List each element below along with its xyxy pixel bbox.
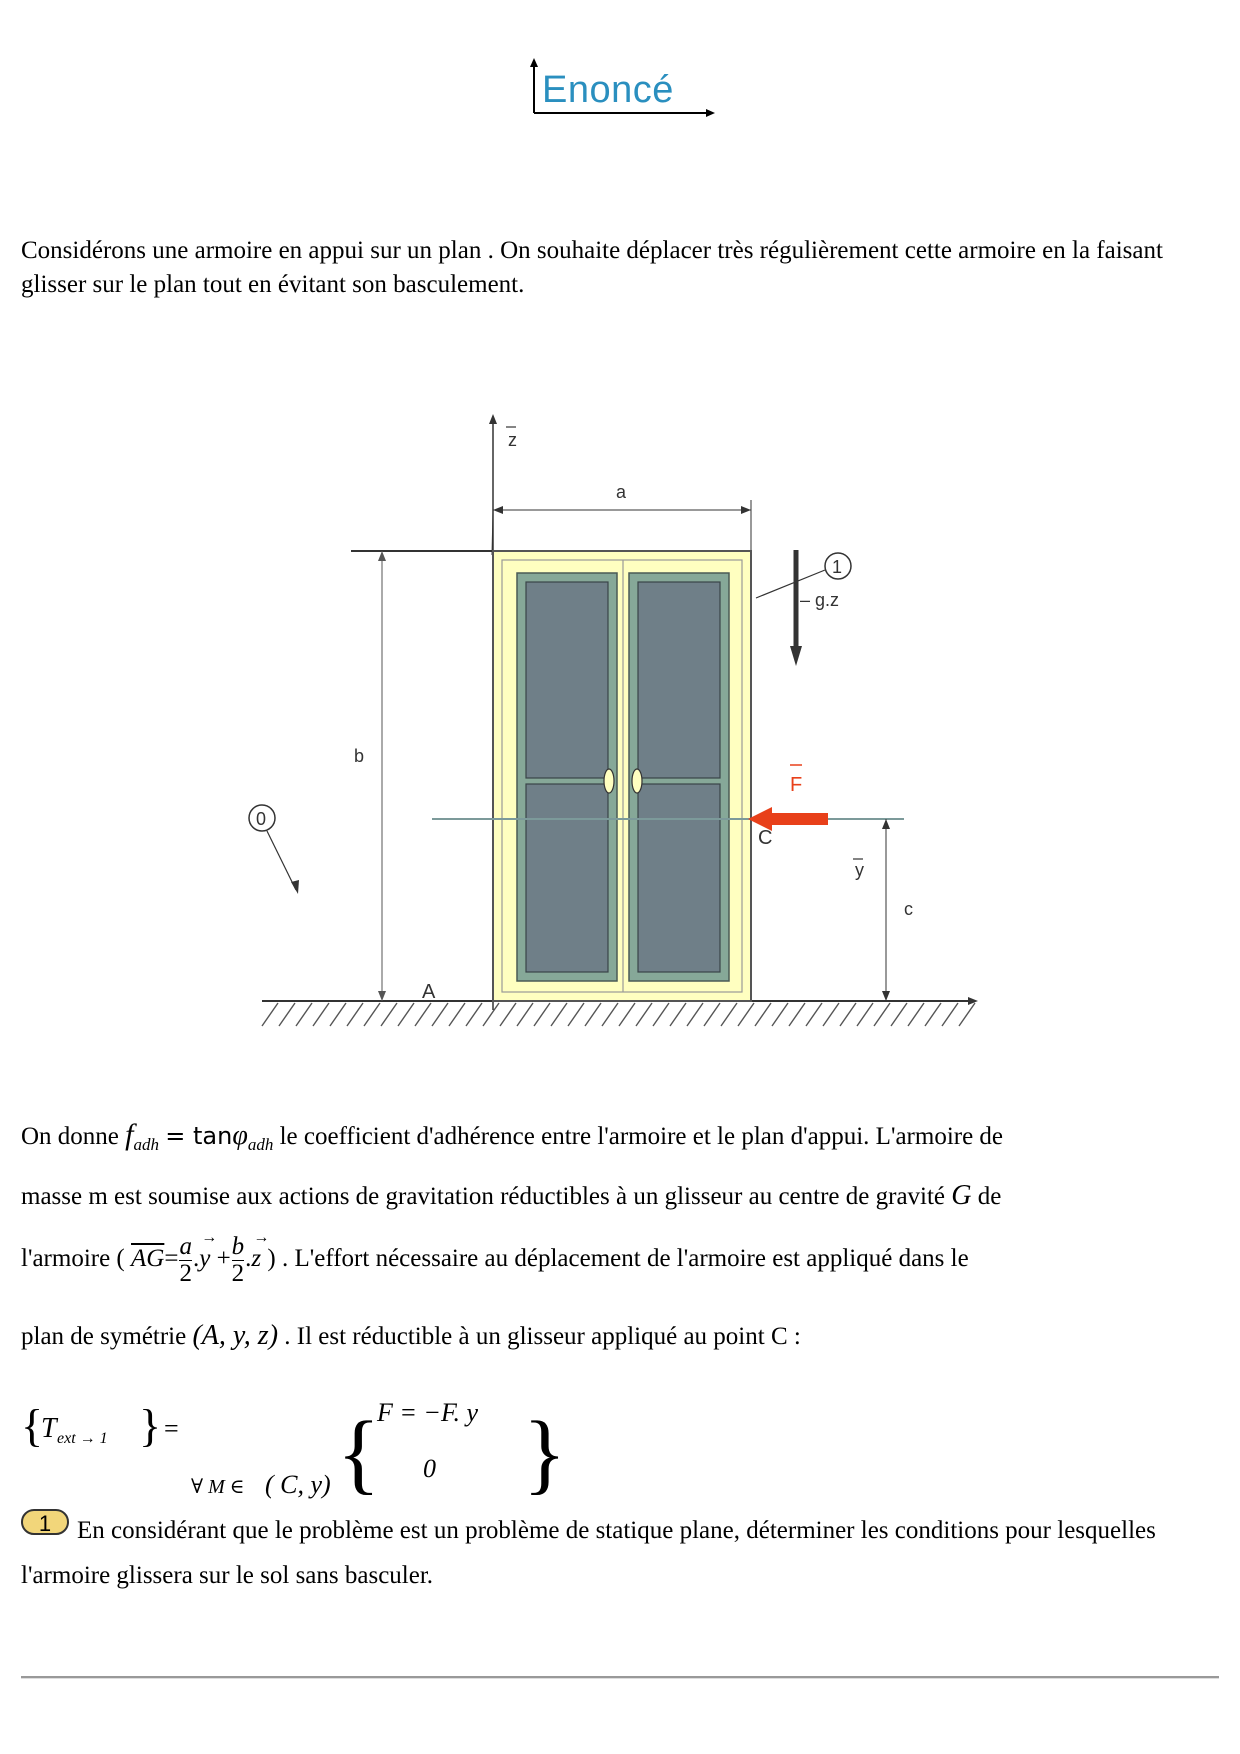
given-line-2 <box>21 1180 1001 1212</box>
hatch-line <box>891 1003 907 1026</box>
given-text: plan de symétrie <box>21 1323 187 1350</box>
torsor-row-2: 0 <box>423 1454 436 1483</box>
given-text: . Il est réductible à un glisseur appliqué au point C : <box>284 1323 801 1350</box>
hatch-line <box>704 1003 720 1026</box>
hatch-line <box>653 1003 669 1026</box>
z-axis-arrow-icon <box>489 414 497 424</box>
hatch-line <box>313 1003 329 1026</box>
torsor-equals: = <box>164 1414 179 1443</box>
hatch-line <box>602 1003 618 1026</box>
intro-paragraph: Considérons une armoire en appui sur un plan . On souhaite déplacer très régulièrement cette armoire en la faisant glisser sur le plan tout en évitant son basculement. <box>21 237 1163 298</box>
hatch-line <box>466 1003 482 1026</box>
ag-vector: $\overline{AG}$ <box>131 1245 165 1273</box>
torsor-equation <box>21 1385 581 1505</box>
hatch-line <box>942 1003 958 1026</box>
g-symbol: G <box>951 1180 972 1211</box>
hatch-line <box>806 1003 822 1026</box>
hatch-line <box>789 1003 805 1026</box>
hatch-line <box>908 1003 924 1026</box>
hatch-line <box>551 1003 567 1026</box>
hatch-line <box>925 1003 941 1026</box>
svg-text:}: } <box>523 1404 567 1503</box>
hatch-line <box>857 1003 873 1026</box>
dot-sign: . <box>192 1245 200 1273</box>
z-vector: → z <box>251 1245 261 1273</box>
torsor-row-1: F = −F. y <box>377 1398 479 1427</box>
hatch-line <box>568 1003 584 1026</box>
f-adh-symbol: f <box>125 1118 134 1151</box>
gravity-label: – g.z <box>800 590 840 610</box>
question-number-badge: 1 <box>21 1509 69 1535</box>
given-text: ) . L'effort nécessaire au déplacement de l'armoire est appliqué dans le <box>267 1245 969 1273</box>
part-1-label: 1 <box>832 557 843 577</box>
symmetry-plane: (A, y, z) <box>192 1320 279 1351</box>
phi-symbol: φ <box>232 1120 248 1151</box>
title-text: Enoncé <box>542 69 674 111</box>
given-text: de <box>977 1183 1002 1210</box>
cabinet-figure <box>240 410 980 1050</box>
hatch-line <box>874 1003 890 1026</box>
y-vector: → y <box>199 1245 210 1273</box>
page-title <box>520 55 720 125</box>
hatch-line <box>330 1003 346 1026</box>
ground-hatch-lines <box>262 1003 975 1026</box>
hatch-line <box>483 1003 499 1026</box>
hatch-line <box>755 1003 771 1026</box>
hatch-line <box>585 1003 601 1026</box>
plus-sign: + <box>216 1245 231 1273</box>
force-label: F <box>790 774 803 796</box>
hatch-line <box>687 1003 703 1026</box>
phi-subscript: adh <box>247 1135 274 1154</box>
hatch-line <box>398 1003 414 1026</box>
given-line-4 <box>21 1320 801 1352</box>
handle-right-icon <box>632 769 642 793</box>
torsor-lhs: T <box>41 1413 57 1444</box>
given-text: On donne <box>21 1123 119 1150</box>
hatch-line <box>449 1003 465 1026</box>
page-divider <box>21 1676 1219 1679</box>
part-0-label: 0 <box>256 809 267 829</box>
point-c-label: C <box>758 827 773 849</box>
given-line-1 <box>21 1118 1003 1155</box>
point-a-label: A <box>422 981 436 1003</box>
hatch-line <box>262 1003 278 1026</box>
hatch-line <box>772 1003 788 1026</box>
hatch-line <box>840 1003 856 1026</box>
tan-text: = tan <box>165 1122 233 1150</box>
hatch-line <box>415 1003 431 1026</box>
fraction-b: $\frac{b}{2}$ <box>231 1233 245 1287</box>
hatch-line <box>636 1003 652 1026</box>
y-axis-label: y <box>855 860 864 880</box>
hatch-line <box>619 1003 635 1026</box>
f-adh-subscript: adh <box>133 1135 159 1154</box>
hatch-line <box>721 1003 737 1026</box>
dimension-c-label: c <box>904 899 913 919</box>
y-axis-arrow-icon <box>968 997 978 1005</box>
svg-text:{: { <box>337 1404 381 1503</box>
given-line-3 <box>21 1234 969 1287</box>
given-text: l'armoire ( <box>21 1245 125 1273</box>
hatch-line <box>670 1003 686 1026</box>
svg-text:{: { <box>21 1400 44 1451</box>
hatch-line <box>364 1003 380 1026</box>
hatch-line <box>534 1003 550 1026</box>
hatch-line <box>279 1003 295 1026</box>
hatch-line <box>381 1003 397 1026</box>
hatch-line <box>347 1003 363 1026</box>
dot-sign: . <box>245 1245 252 1273</box>
hatch-line <box>296 1003 312 1026</box>
hatch-line <box>432 1003 448 1026</box>
dimension-a-label: a <box>616 482 627 502</box>
cabinet-body <box>493 551 751 1001</box>
given-text: le coefficient d'adhérence entre l'armoire et le plan d'appui. L'armoire de <box>279 1123 1004 1150</box>
hatch-line <box>959 1003 975 1026</box>
given-text: masse m est soumise aux actions de gravitation réductibles à un glisseur au centre de gravité <box>21 1183 946 1210</box>
hatch-line <box>823 1003 839 1026</box>
hatch-line <box>517 1003 533 1026</box>
torsor-lhs-subscript: ext → 1 <box>57 1430 108 1447</box>
forall-text: ∀ M ∈ <box>191 1476 245 1498</box>
z-axis-label: z <box>508 430 517 450</box>
fraction-a: $\frac{a}{2}$ <box>179 1233 192 1287</box>
question-1-text: En considérant que le problème est un problème de statique plane, déterminer les conditions pour lesquelles l'armoire glissera sur le sol sans basculer. <box>21 1517 1156 1589</box>
svg-text:}: } <box>139 1400 162 1451</box>
handle-left-icon <box>604 769 614 793</box>
hatch-line <box>738 1003 754 1026</box>
dimension-b-label: b <box>354 746 365 766</box>
hatch-line <box>500 1003 516 1026</box>
torsor-line: ( C, y) <box>265 1470 331 1499</box>
equals-sign: = <box>164 1245 179 1273</box>
